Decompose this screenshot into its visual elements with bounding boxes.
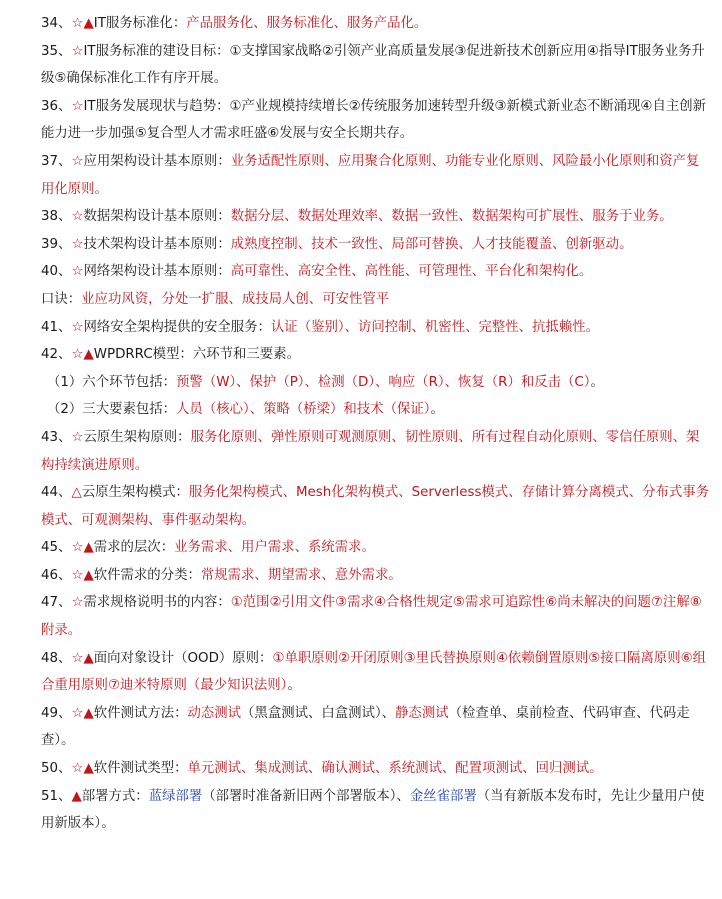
item-51-segment: （当有新版本发布时，先让少量用户使用新版本）。: [41, 788, 705, 832]
item-42-2-segment: （2）三大要素包括：: [47, 402, 177, 418]
item-40-segment: 40、: [41, 264, 72, 280]
item-43-segment: 43、: [41, 429, 72, 445]
item-50-segment: 软件测试类型：: [93, 761, 188, 777]
item-37-segment: ☆: [71, 153, 84, 169]
item-51-segment: 金丝雀部署: [409, 788, 477, 804]
item-47-segment: ①范围②引用文件③需求④合格性规定⑤需求可追踪性⑥尚未解决的问题⑦注解⑧附录。: [41, 595, 702, 639]
item-51-segment: 蓝绿部署: [148, 788, 203, 804]
item-50-segment: 50、: [41, 761, 72, 777]
item-51-segment: ▲: [71, 788, 82, 804]
item-41-segment: 认证（鉴别）、访问控制、机密性、完整性、抗抵赖性。: [270, 319, 599, 335]
item-34-segment: ☆▲: [71, 16, 94, 31]
item-49-segment: 动态测试: [187, 705, 242, 721]
mnemonic: [41, 286, 710, 314]
item-49: [41, 700, 710, 755]
item-34-segment: IT服务标准化：: [93, 16, 187, 31]
item-42-2-segment: 人员（核心）、策略（桥梁）和技术（保证）: [176, 402, 431, 418]
item-42-1-segment: （1）六个环节包括：: [47, 374, 177, 390]
item-38-segment: 数据分层、数据处理效率、数据一致性、数据架构可扩展性、服务于业务。: [230, 209, 673, 225]
item-40-segment: ☆: [71, 264, 84, 280]
item-34-segment: 产品服务化、服务标准化、服务产品化。: [186, 16, 428, 31]
item-40: [41, 258, 710, 286]
item-46: [41, 562, 710, 590]
item-49-segment: 49、: [41, 705, 72, 721]
item-42-1: [41, 369, 710, 397]
item-36-segment: IT服务发展现状与趋势：①产业规模持续增长②传统服务加速转型升级③新模式新业态不断涌现④自主创新能力进一步加强⑤复合型人才需求旺盛⑥发展与安全长期共存。: [41, 98, 707, 142]
item-50-segment: ☆▲: [71, 761, 94, 777]
item-43-segment: 云原生架构原则：: [83, 429, 191, 445]
item-44-segment: △: [71, 485, 82, 501]
item-42-segment: WPDRRC模型：六环节和三要素。: [93, 347, 300, 363]
item-46-segment: 常规需求、期望需求、意外需求。: [200, 567, 402, 583]
item-35-segment: ☆: [71, 43, 84, 59]
item-49-segment: ☆▲: [71, 705, 94, 721]
item-45-segment: ☆▲: [71, 540, 94, 556]
item-39-segment: ☆: [71, 236, 84, 252]
item-42-2-segment: 。: [430, 402, 444, 418]
item-37-segment: 37、: [41, 153, 72, 169]
item-45-segment: 业务需求、用户需求、系统需求。: [174, 540, 375, 556]
item-51-segment: 51、: [41, 788, 72, 804]
item-48-segment: 。: [287, 678, 301, 694]
item-47-segment: 需求规格说明书的内容：: [83, 595, 231, 611]
item-49-segment: （检查单、桌前检查、代码审查、代码走查）。: [41, 705, 690, 749]
item-39-segment: 技术架构设计基本原则：: [83, 236, 231, 252]
item-42-2: [41, 396, 710, 424]
item-43-segment: ☆: [71, 429, 84, 445]
item-44-segment: 服务化架构模式、Mesh化架构模式、Serverless模式、存储计算分离模式、分布式事务模式、可观测架构、事件驱动架构。: [41, 485, 710, 528]
item-34-segment: 34、: [41, 16, 72, 31]
item-37-segment: 应用架构设计基本原则：: [83, 153, 231, 169]
item-40-segment: 网络架构设计基本原则：: [83, 264, 231, 280]
item-38-segment: ☆: [71, 209, 84, 225]
item-39: [41, 231, 710, 259]
item-50-segment: 单元测试、集成测试、确认测试、系统测试、配置项测试、回归测试。: [187, 761, 603, 777]
item-39-segment: 39、: [41, 236, 72, 252]
item-38-segment: 数据架构设计基本原则：: [83, 209, 231, 225]
item-45-segment: 需求的层次：: [93, 540, 175, 556]
item-44-segment: 44、: [41, 485, 72, 501]
item-49-segment: 软件测试方法：: [93, 705, 188, 721]
item-42-segment: ☆▲: [71, 347, 94, 363]
mnemonic-segment: 口诀：: [41, 291, 82, 307]
item-41-segment: ☆: [71, 319, 84, 335]
item-42-1-segment: 预警（W）、保护（P）、检测（D）、响应（R）、恢复（R）和反击（C）: [176, 374, 591, 390]
item-45-segment: 45、: [41, 540, 72, 556]
item-49-segment: （黑盒测试、白盒测试）、: [241, 705, 396, 721]
item-39-segment: 成熟度控制、技术一致性、局部可替换、人才技能覆盖、创新驱动。: [230, 236, 633, 252]
item-47-segment: ☆: [71, 595, 84, 611]
item-51-segment: 部署方式：: [81, 788, 149, 804]
item-35-segment: IT服务标准的建设目标：①支撑国家战略②引领产业高质量发展③促进新技术创新应用④指导IT服务业务升级⑤确保标准化工作有序开展。: [41, 43, 705, 87]
item-48-segment: 48、: [41, 650, 72, 666]
item-46-segment: 软件需求的分类：: [93, 567, 201, 583]
item-48: [41, 645, 710, 700]
item-43-segment: 服务化原则、弹性原则可观测原则、韧性原则、所有过程自动化原则、零信任原则、架构持续演进原则。: [41, 429, 700, 473]
mnemonic-segment: 业应功风资，分处一扩服、成技局人创、可安性管平: [81, 291, 390, 307]
item-51: [41, 783, 710, 838]
item-42-segment: 42、: [41, 347, 72, 363]
item-49-segment: 静态测试: [395, 705, 449, 721]
item-47: [41, 589, 710, 644]
item-47-segment: 47、: [41, 595, 72, 611]
item-44: [41, 479, 710, 534]
item-35-segment: 35、: [41, 43, 72, 59]
item-36-segment: 36、: [41, 98, 72, 114]
item-51-segment: （部署时准备新旧两个部署版本）、: [202, 788, 410, 804]
item-48-segment: ①单职原则②开闭原则③里氏替换原则④依赖倒置原则⑤接口隔离原则⑥组合重用原则⑦迪米特原则（最少知识法则）: [41, 650, 707, 694]
item-46-segment: 46、: [41, 567, 72, 583]
item-43: [41, 424, 710, 479]
item-42: [41, 341, 710, 369]
item-40-segment: 高可靠性、高安全性、高性能、可管理性、平台化和架构化。: [230, 264, 593, 280]
item-38: [41, 203, 710, 231]
item-34: [41, 10, 710, 38]
item-48-segment: ☆▲: [71, 650, 94, 666]
item-41-segment: 网络安全架构提供的安全服务：: [83, 319, 271, 335]
item-44-segment: 云原生架构模式：: [81, 485, 189, 501]
item-48-segment: 面向对象设计（OOD）原则：: [93, 650, 273, 666]
item-37: [41, 148, 710, 203]
item-42-1-segment: 。: [590, 374, 604, 390]
item-50: [41, 755, 710, 783]
item-36: [41, 93, 710, 148]
item-35: [41, 38, 710, 93]
item-41: [41, 314, 710, 342]
item-46-segment: ☆▲: [71, 567, 94, 583]
item-37-segment: 业务适配性原则、应用聚合化原则、功能专业化原则、风险最小化原则和资产复用化原则。: [41, 153, 700, 197]
item-36-segment: ☆: [71, 98, 84, 114]
item-45: [41, 534, 710, 562]
item-38-segment: 38、: [41, 209, 72, 225]
item-41-segment: 41、: [41, 319, 72, 335]
